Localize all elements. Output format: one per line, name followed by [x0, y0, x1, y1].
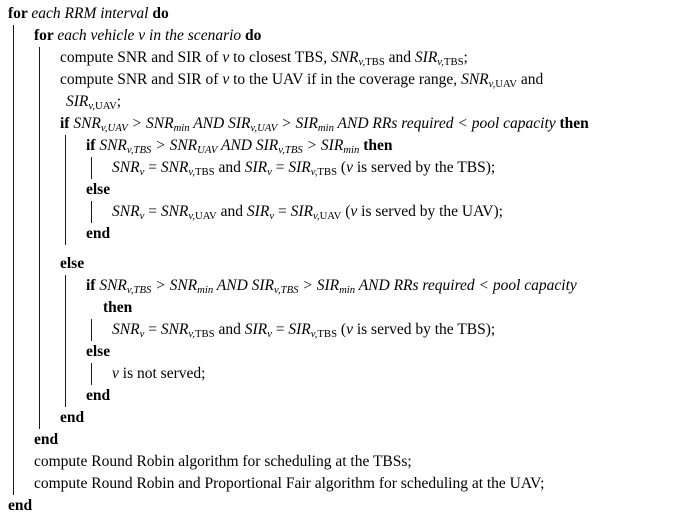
block-indent-rule [39, 223, 40, 245]
algorithm-line [0, 473, 690, 495]
algorithm-line [0, 201, 690, 223]
block-indent-rule [65, 223, 66, 245]
algorithm-text: compute Round Robin algorithm for scheduling at the TBSs; [34, 453, 412, 470]
block-indent-rule [39, 157, 40, 179]
block-indent-rule [13, 25, 14, 47]
algorithm-text: end [86, 225, 111, 242]
block-indent-rule [65, 135, 66, 157]
block-indent-rule [65, 319, 66, 341]
algorithm-text: end [86, 387, 111, 404]
block-indent-rule [13, 429, 14, 451]
algorithm-text: for each RRM interval do [8, 5, 169, 22]
block-indent-rule [39, 297, 40, 319]
algorithm-line [0, 157, 690, 179]
block-indent-rule [13, 223, 14, 245]
block-indent-rule [39, 47, 40, 69]
algorithm-text: SNRv = SNRv,UAV and SIRv = SIRv,UAV (v is served by the UAV); [112, 203, 503, 222]
block-indent-rule [65, 157, 66, 179]
algorithm-text: if SNRv,TBS > SNRUAV AND SIRv,TBS > SIRmin then [86, 137, 393, 156]
algorithm-text: if SNRv,UAV > SNRmin AND SIRv,UAV > SIRmin AND RRs required < pool capacity then [60, 115, 589, 134]
algorithm-line [0, 69, 690, 91]
block-indent-rule [13, 341, 14, 363]
block-indent-rule [39, 385, 40, 407]
algorithm-text: SNRv = SNRv,TBS and SIRv = SIRv,TBS (v is served by the TBS); [112, 321, 496, 340]
block-indent-rule [13, 407, 14, 429]
block-indent-rule [65, 179, 66, 201]
algorithm-text: else [86, 343, 111, 360]
algorithm-text: compute SNR and SIR of v to the UAV if in the coverage range, SNRv,UAV and [60, 71, 544, 90]
block-indent-rule [39, 363, 40, 385]
algorithm-text: end [34, 431, 59, 448]
algorithm-text: v is not served; [112, 365, 206, 382]
algorithm-line [0, 385, 690, 407]
block-indent-rule [13, 135, 14, 157]
algorithm-line [0, 179, 690, 201]
block-indent-rule [65, 385, 66, 407]
block-indent-rule [13, 201, 14, 223]
algorithm-text: end [8, 497, 33, 514]
block-indent-rule [13, 473, 14, 495]
algorithm-text: else [86, 181, 111, 198]
block-indent-rule [39, 179, 40, 201]
algorithm-line [0, 91, 690, 113]
algorithm-line [0, 407, 690, 429]
algorithm-line [0, 341, 690, 363]
block-indent-rule [39, 275, 40, 297]
algorithm-line [0, 297, 690, 319]
block-indent-rule [65, 201, 66, 223]
block-indent-rule [39, 245, 40, 275]
block-indent-rule [13, 91, 14, 113]
algorithm-text: end [60, 409, 85, 426]
algorithm-text: SIRv,UAV; [66, 93, 122, 112]
block-indent-rule [91, 157, 92, 179]
block-indent-rule [39, 113, 40, 135]
block-indent-rule [13, 69, 14, 91]
algorithm-line [0, 495, 690, 517]
block-indent-rule [13, 319, 14, 341]
algorithm-text: compute Round Robin and Proportional Fair algorithm for scheduling at the UAV; [34, 475, 545, 492]
block-indent-rule [91, 319, 92, 341]
algorithm-text: then [103, 299, 133, 316]
algorithm-line [0, 253, 690, 275]
algorithm-text: if SNRv,TBS > SNRmin AND SIRv,TBS > SIRmin AND RRs required < pool capacity [86, 277, 577, 296]
block-indent-rule [13, 275, 14, 297]
algorithm-text: for each vehicle v in the scenario do [34, 27, 262, 44]
algorithm-text: compute SNR and SIR of v to closest TBS, SNRv,TBS and SIRv,TBS; [60, 49, 468, 68]
block-indent-rule [39, 341, 40, 363]
block-indent-rule [65, 341, 66, 363]
block-indent-rule [39, 91, 40, 113]
block-indent-rule [65, 275, 66, 297]
algorithm-text: else [60, 255, 85, 272]
block-indent-rule [13, 451, 14, 473]
block-indent-rule [39, 201, 40, 223]
block-indent-rule [13, 363, 14, 385]
block-indent-rule [13, 179, 14, 201]
algorithm-line [0, 275, 690, 297]
algorithm-line [0, 135, 690, 157]
block-indent-rule [13, 113, 14, 135]
algorithm-line [0, 429, 690, 451]
block-indent-rule [13, 157, 14, 179]
algorithm-line [0, 3, 690, 25]
algorithm-text: SNRv = SNRv,TBS and SIRv = SIRv,TBS (v is served by the TBS); [112, 159, 496, 178]
block-indent-rule [13, 47, 14, 69]
algorithm-line [0, 113, 690, 135]
algorithm-line [0, 25, 690, 47]
block-indent-rule [39, 407, 40, 429]
algorithm-line [0, 223, 690, 245]
block-indent-rule [39, 135, 40, 157]
block-indent-rule [65, 297, 66, 319]
algorithm-line [0, 319, 690, 341]
block-indent-rule [91, 201, 92, 223]
algorithm-line [0, 47, 690, 69]
block-indent-rule [65, 363, 66, 385]
algorithm-line [0, 451, 690, 473]
algorithm-line [0, 363, 690, 385]
block-indent-rule [13, 297, 14, 319]
block-indent-rule [39, 319, 40, 341]
block-indent-rule [91, 363, 92, 385]
block-indent-rule [39, 69, 40, 91]
block-indent-rule [13, 385, 14, 407]
block-indent-rule [13, 245, 14, 275]
